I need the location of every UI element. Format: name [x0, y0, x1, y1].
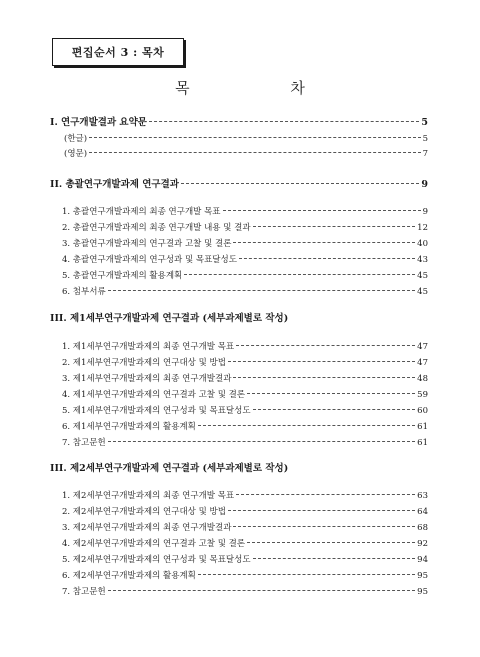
toc-page-number: 40 [417, 239, 428, 249]
toc-entry[interactable] [62, 373, 428, 385]
toc-entry-label: 2. 제2세부연구개발과제의 연구대상 및 방법 [62, 507, 226, 517]
leader-dots [253, 409, 416, 410]
leader-dots [198, 425, 415, 426]
toc-entry[interactable] [62, 270, 428, 282]
toc-section-title: III. 제2세부연구개발과제 연구결과 (세부과제별로 작성) [50, 463, 289, 474]
toc-page-number: 45 [417, 287, 428, 297]
toc-section-title: III. 제1세부연구개발과제 연구결과 (세부과제별로 작성) [50, 313, 289, 324]
leader-dots [89, 137, 421, 138]
leader-dots [89, 152, 421, 153]
toc-entry-label: 7. 참고문헌 [62, 438, 106, 448]
toc-entry-label: 3. 제1세부연구개발과제의 최종 연구개발결과 [62, 374, 232, 384]
section-label-box [52, 38, 184, 66]
leader-dots [198, 574, 415, 575]
toc-entry-label: (영문) [64, 149, 88, 159]
toc-section-2[interactable] [50, 179, 428, 191]
section-label: 편집순서 3 : 목차 [71, 46, 165, 59]
toc-page-number: 48 [417, 374, 428, 384]
toc-entry-label: 6. 제1세부연구개발과제의 활용계획 [62, 422, 196, 432]
leader-dots [223, 210, 421, 211]
toc-entry[interactable] [62, 538, 428, 550]
leader-dots [228, 510, 415, 511]
toc-page-number: 94 [417, 555, 428, 565]
toc-page-number: 64 [417, 507, 428, 517]
leader-dots [253, 558, 416, 559]
leader-dots [108, 441, 416, 442]
toc-entry-label: 2. 제1세부연구개발과제의 연구대상 및 방법 [62, 358, 226, 368]
toc-page-number: 95 [417, 571, 428, 581]
toc-entry-label: 6. 첨부서류 [62, 287, 106, 297]
leader-dots [236, 494, 415, 495]
toc-entry-label: 5. 제2세부연구개발과제의 연구성과 및 목표달성도 [62, 555, 251, 565]
toc-page-number: 63 [417, 491, 428, 501]
toc-entry[interactable] [62, 238, 428, 250]
leader-dots [108, 590, 416, 591]
toc-entry-label: 7. 참고문헌 [62, 587, 106, 597]
toc-page-number: 92 [417, 539, 428, 549]
toc-entry-label: 1. 제1세부연구개발과제의 최종 연구개발 목표 [62, 342, 235, 352]
toc-entry[interactable] [62, 405, 428, 417]
toc-entry-label: 1. 총괄연구개발과제의 최종 연구개발 목표 [62, 207, 221, 217]
toc-page-number: 47 [417, 358, 428, 368]
toc-entry-label: 2. 총괄연구개발과제의 최종 연구개발 내용 및 결과 [62, 223, 251, 233]
toc-page-number: 95 [417, 587, 428, 597]
toc-entry-label: 6. 제2세부연구개발과제의 활용계획 [62, 571, 196, 581]
leader-dots [181, 183, 419, 184]
leader-dots [149, 121, 419, 122]
toc-entry-label: 1. 제2세부연구개발과제의 최종 연구개발 목표 [62, 491, 235, 501]
leader-dots [247, 542, 415, 543]
toc-page-number: 68 [417, 523, 428, 533]
leader-dots [247, 393, 415, 394]
toc-entry-label: 3. 제2세부연구개발과제의 최종 연구개발결과 [62, 523, 232, 533]
toc-page-number: 47 [417, 342, 428, 352]
page-title: 목 차 [175, 79, 353, 97]
toc-section-4[interactable] [50, 463, 288, 475]
leader-dots [228, 361, 415, 362]
leader-dots [253, 226, 416, 227]
toc-section-1[interactable] [50, 117, 428, 129]
toc-entry[interactable] [62, 357, 428, 369]
leader-dots [233, 526, 415, 527]
toc-entry-label: 5. 제1세부연구개발과제의 연구성과 및 목표달성도 [62, 406, 251, 416]
leader-dots [233, 242, 415, 243]
toc-entry-label: (한글) [64, 134, 88, 144]
leader-dots [236, 345, 415, 346]
toc-entry-label: 3. 총괄연구개발과제의 연구결과 고찰 및 결론 [62, 239, 232, 249]
toc-page-number: 7 [422, 149, 428, 159]
toc-section-3[interactable] [50, 313, 288, 325]
toc-entry[interactable] [62, 254, 428, 266]
leader-dots [239, 258, 415, 259]
toc-entry[interactable] [62, 570, 428, 582]
toc-page-number: 61 [417, 422, 428, 432]
toc-page-number: 59 [417, 390, 428, 400]
toc-entry[interactable] [62, 389, 428, 401]
toc-page-number: 9 [421, 179, 428, 190]
toc-page-number: 60 [417, 406, 428, 416]
toc-page-number: 43 [417, 255, 428, 265]
toc-page-number: 5 [422, 134, 428, 144]
toc-entry-label: 4. 제2세부연구개발과제의 연구결과 고찰 및 결론 [62, 539, 246, 549]
toc-section-title: I. 연구개발결과 요약문 [50, 117, 147, 128]
toc-page-number: 12 [417, 223, 428, 233]
toc-page-number: 9 [422, 207, 428, 217]
toc-entry[interactable] [62, 554, 428, 566]
toc-entry[interactable] [62, 490, 428, 502]
toc-entry[interactable] [62, 506, 428, 518]
toc-section-title: II. 총괄연구개발과제 연구결과 [50, 179, 179, 190]
toc-entry-label: 4. 제1세부연구개발과제의 연구결과 고찰 및 결론 [62, 390, 246, 400]
toc-page-number: 45 [417, 271, 428, 281]
toc-entry[interactable] [62, 421, 428, 433]
leader-dots [184, 274, 415, 275]
toc-page-number: 5 [421, 117, 428, 128]
leader-dots [233, 377, 415, 378]
toc-entry[interactable] [64, 133, 428, 145]
leader-dots [108, 290, 416, 291]
toc-entry[interactable] [62, 586, 428, 598]
toc-entry[interactable] [62, 222, 428, 234]
toc-entry[interactable] [62, 437, 428, 449]
toc-entry[interactable] [62, 341, 428, 353]
toc-entry[interactable] [62, 522, 428, 534]
toc-entry-label: 5. 총괄연구개발과제의 활용계획 [62, 271, 183, 281]
toc-entry[interactable] [62, 206, 428, 218]
toc-entry[interactable] [62, 286, 428, 298]
toc-entry[interactable] [64, 148, 428, 160]
toc-entry-label: 4. 총괄연구개발과제의 연구성과 및 목표달성도 [62, 255, 237, 265]
toc-page-number: 61 [417, 438, 428, 448]
